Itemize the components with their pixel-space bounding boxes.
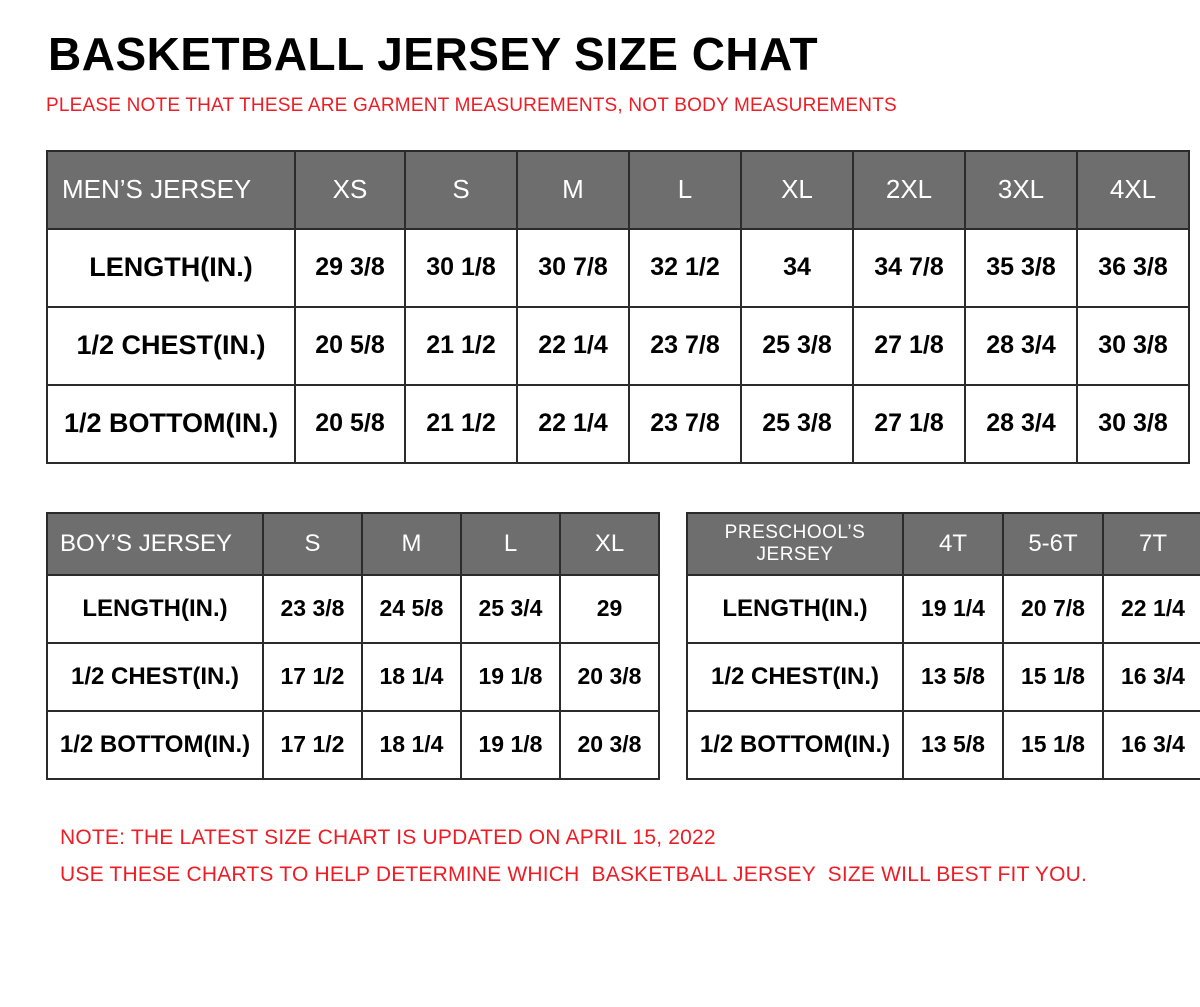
table-cell: 20 5/8 — [295, 385, 405, 463]
table-cell: 18 1/4 — [362, 643, 461, 711]
table-cell: 28 3/4 — [965, 385, 1077, 463]
table-cell: 32 1/2 — [629, 229, 741, 307]
mens-table-header-cell: S — [405, 151, 517, 229]
table-cell: 30 3/8 — [1077, 307, 1189, 385]
mens-table-header-cell: 3XL — [965, 151, 1077, 229]
row-label: 1/2 BOTTOM(IN.) — [47, 385, 295, 463]
table-header-row — [47, 151, 1189, 229]
table-cell: 23 7/8 — [629, 385, 741, 463]
note-usage: USE THESE CHARTS TO HELP DETERMINE WHICH BASKETBALL JERSEY SIZE WILL BEST FIT YOU. — [60, 862, 1088, 886]
mens-table-head — [47, 151, 1189, 229]
table-cell: 21 1/2 — [405, 307, 517, 385]
table-cell: 21 1/2 — [405, 385, 517, 463]
table-row — [47, 643, 659, 711]
table-row — [47, 307, 1189, 385]
page-title: BASKETBALL JERSEY SIZE CHAT — [48, 28, 819, 80]
garment-measurement-note: PLEASE NOTE THAT THESE ARE GARMENT MEASUREMENTS, NOT BODY MEASUREMENTS — [46, 95, 897, 117]
mens-table-header-cell: MEN’S JERSEY — [47, 151, 295, 229]
table-cell: 17 1/2 — [263, 711, 362, 779]
table-row — [47, 385, 1189, 463]
table-cell: 23 3/8 — [263, 575, 362, 643]
boys-table-header-cell: L — [461, 513, 560, 575]
table-cell: 29 3/8 — [295, 229, 405, 307]
preschool-table-head — [687, 513, 1200, 575]
table-cell: 25 3/8 — [741, 385, 853, 463]
table-cell: 24 5/8 — [362, 575, 461, 643]
table-cell: 25 3/4 — [461, 575, 560, 643]
preschool-table-header-cell: 5-6T — [1003, 513, 1103, 575]
mens-table-header-cell: 2XL — [853, 151, 965, 229]
table-cell: 20 5/8 — [295, 307, 405, 385]
table-cell: 30 7/8 — [517, 229, 629, 307]
table-cell: 25 3/8 — [741, 307, 853, 385]
table-cell: 36 3/8 — [1077, 229, 1189, 307]
table-row — [47, 229, 1189, 307]
table-cell: 16 3/4 — [1103, 711, 1200, 779]
table-cell: 27 1/8 — [853, 385, 965, 463]
mens-table-header-cell: XS — [295, 151, 405, 229]
table-cell: 19 1/8 — [461, 711, 560, 779]
boys-jersey-table — [46, 512, 660, 780]
mens-table-header-cell: 4XL — [1077, 151, 1189, 229]
table-cell: 18 1/4 — [362, 711, 461, 779]
table-header-row — [47, 513, 659, 575]
boys-table-body — [47, 575, 659, 779]
table-cell: 27 1/8 — [853, 307, 965, 385]
table-cell: 19 1/4 — [903, 575, 1003, 643]
row-label: 1/2 CHEST(IN.) — [47, 643, 263, 711]
table-cell: 13 5/8 — [903, 711, 1003, 779]
table-cell: 30 1/8 — [405, 229, 517, 307]
table-cell: 17 1/2 — [263, 643, 362, 711]
table-row — [47, 575, 659, 643]
table-cell: 34 7/8 — [853, 229, 965, 307]
preschool-table-header-cell: 4T — [903, 513, 1003, 575]
table-cell: 22 1/4 — [517, 385, 629, 463]
row-label: 1/2 CHEST(IN.) — [47, 307, 295, 385]
table-cell: 34 — [741, 229, 853, 307]
row-label: 1/2 BOTTOM(IN.) — [47, 711, 263, 779]
bottom-notes — [60, 820, 1176, 894]
preschool-table-body — [687, 575, 1200, 779]
mens-table-header-cell: XL — [741, 151, 853, 229]
lower-tables-row — [46, 512, 1185, 780]
preschool-table-header-cell: 7T — [1103, 513, 1200, 575]
table-row — [687, 643, 1200, 711]
table-cell: 35 3/8 — [965, 229, 1077, 307]
table-cell: 22 1/4 — [517, 307, 629, 385]
table-row — [687, 575, 1200, 643]
table-cell: 22 1/4 — [1103, 575, 1200, 643]
boys-table-head — [47, 513, 659, 575]
mens-table-header-cell: L — [629, 151, 741, 229]
table-cell: 20 3/8 — [560, 711, 659, 779]
row-label: LENGTH(IN.) — [47, 575, 263, 643]
table-cell: 15 1/8 — [1003, 643, 1103, 711]
table-cell: 28 3/4 — [965, 307, 1077, 385]
table-cell: 20 7/8 — [1003, 575, 1103, 643]
table-cell: 30 3/8 — [1077, 385, 1189, 463]
boys-table-header-cell: BOY’S JERSEY — [47, 513, 263, 575]
table-cell: 16 3/4 — [1103, 643, 1200, 711]
mens-table-header-cell: M — [517, 151, 629, 229]
preschool-table-header-cell: PRESCHOOL’S JERSEY — [687, 513, 903, 575]
table-cell: 29 — [560, 575, 659, 643]
row-label: LENGTH(IN.) — [47, 229, 295, 307]
mens-jersey-table-wrapper — [46, 150, 1176, 464]
table-cell: 20 3/8 — [560, 643, 659, 711]
boys-table-header-cell: S — [263, 513, 362, 575]
table-header-row — [687, 513, 1200, 575]
row-label: 1/2 CHEST(IN.) — [687, 643, 903, 711]
table-cell: 15 1/8 — [1003, 711, 1103, 779]
mens-jersey-table — [46, 150, 1190, 464]
boys-table-header-cell: M — [362, 513, 461, 575]
table-cell: 13 5/8 — [903, 643, 1003, 711]
preschool-jersey-table — [686, 512, 1200, 780]
boys-table-header-cell: XL — [560, 513, 659, 575]
row-label: LENGTH(IN.) — [687, 575, 903, 643]
table-row — [687, 711, 1200, 779]
table-cell: 19 1/8 — [461, 643, 560, 711]
mens-table-body — [47, 229, 1189, 463]
table-row — [47, 711, 659, 779]
note-update-date: NOTE: THE LATEST SIZE CHART IS UPDATED ON APRIL 15, 2022 — [60, 825, 716, 849]
table-cell: 23 7/8 — [629, 307, 741, 385]
row-label: 1/2 BOTTOM(IN.) — [687, 711, 903, 779]
